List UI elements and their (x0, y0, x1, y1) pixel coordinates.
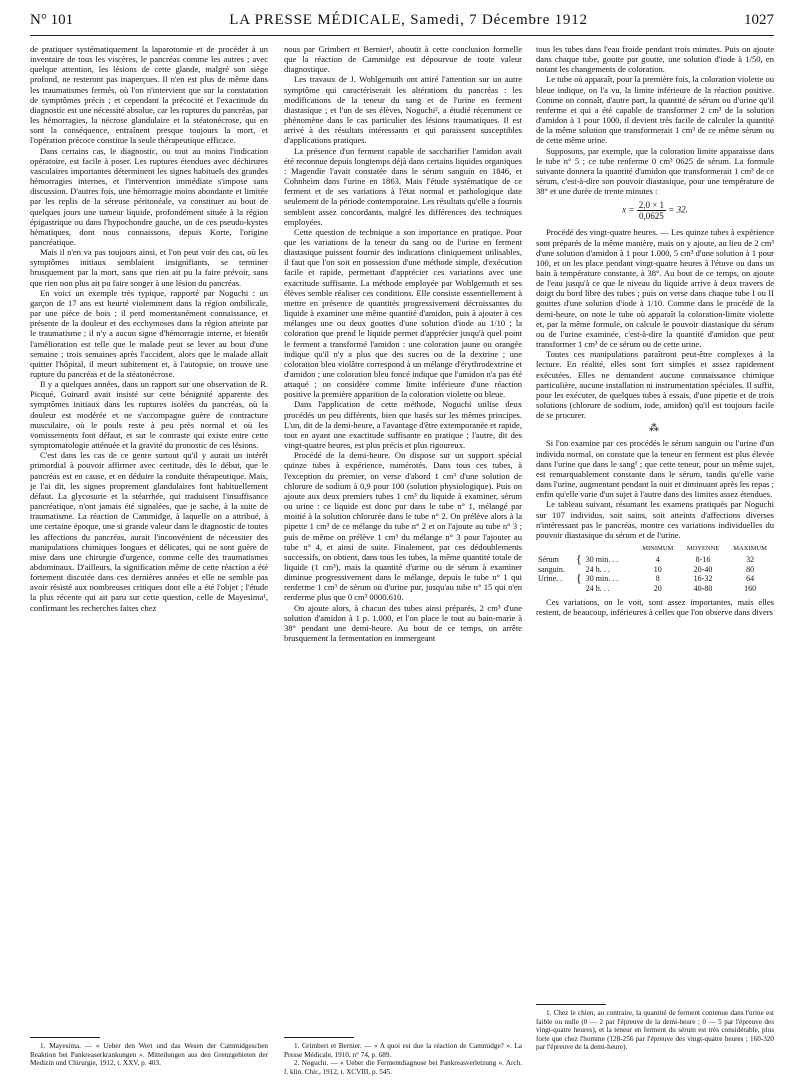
paragraph: La présence d'un ferment capable de saccharifier l'amidon avait été reconnue depuis longtemps déjà dans certains liquides organiques : Magendie l'avait constatée dans le sérum sanguin en 1846, et Cohnheim dans l'urine en 1863. Mais l'étude systématique de ce ferment et de ses variations à l'état normal et pathologique date seulement de la période contemporaine. Les résultats qu'elle a fournis semblent assez concordants, malgré les différences des techniques employées. (284, 145, 522, 227)
table-cell: 4 (655, 555, 660, 565)
table-row (536, 574, 774, 584)
paragraph: Le tube où apparaît, pour la première fois, la coloration violette ou bleue indique, on l'a vu, la limite inférieure de la réaction positive. Comme on connaît, d'autre part, la quantité de sérum ou d'urine qu'il renferme et qui a été capable de transformer 2 cm³ de la solution d'amidon à 1 pour 1000, il devient très facile de calculer la quantité de la même solution que transformerait 1 cm³ de ce même sérum ou de cette même urine. (536, 74, 774, 146)
table-cell: 20 (653, 583, 662, 593)
paragraph: Dans certains cas, le diagnostic, ou tout au moins l'indication opératoire, est facile à poser. Les ruptures étendues avec déchirures vasculaires importantes déterminent les signes habituels des grandes hémorragies internes, et l'intervention immédiate s'impose sans discussion. D'autres fois, une hémorragie moins abondante et limitée par les replis de la séreuse péritonéale, va constituer au bout de quelques jours une tumeur liquide, profondément située à la région épigastrique ou dans l'hypochondre gauche, un de ces pseudo-kystes hématiques, dont nous connaissons, depuis Korte, l'origine pancréatique. (30, 145, 268, 247)
formula-numerator: 2,0 × 1 (638, 200, 665, 211)
footnote: 1. Chez le chien, au contraire, la quantité de ferment contenue dans l'urine est faible ou nulle (0 — 2 par l'épreuve de la demi-heure ; 0 — 5 par l'épreuve des vingt-quatre heures), et la teneur en ferment du sérum est très considérable, plus forte que chez l'homme (128-256 par l'épreuve des vingt-quatre heures ; 160-320 par l'épreuve de la demi-heure). (536, 1009, 774, 1052)
table-brace: { (576, 552, 582, 567)
paragraph: En voici un exemple très typique, rapporté par Noguchi : un garçon de 17 ans est heurté violemment dans la région ombilicale, par une pièce de bois ; il perd momentanément connaissance, et présente de la douleur et des ecchymoses dans la région atteinte par le traumatisme ; il n'y a aucun signe d'hémorragie interne, et bientôt l'amélioration est telle que le malade peut se lever au bout d'une semaine ; trois semaines après l'accident, alors que le malade allait quitter l'hôpital, il meurt subitement et, à l'autopsie, on trouve une rupture du pancréas et de la stéatonécrose. (30, 287, 268, 379)
footnote: 2. Noguchi. — « Ueber die Fermentdiagnose bei Pankreasverletzung ». Arch. f. klin. Chir., 1912, t. XCVIII, p. 545. (284, 1059, 522, 1076)
paragraph: Il y a quelques années, dans un rapport sur une observation de R. Picqué, Guinard avait insisté sur cette bénignité apparente des symptômes initiaux dans les ruptures isolées du pancréas, où la douleur est modérée et ne s'accompagne guère de contracture musculaire, où le pouls reste à peu près normal et où les vomissements font défaut, et sur le contraste qui existe entre cette symptomatologie atténuée et la gravité du pronostic de ces lésions. (30, 379, 268, 451)
table-cell: 30 min. . . (585, 574, 619, 584)
table-cell: 24 h. . . (585, 564, 610, 574)
paragraph: Si l'on examine par ces procédés le sérum sanguin ou l'urine d'un individu normal, on constate que la teneur en ferment est plus élevée dans l'urine que dans le sang¹ ; que cette teneur, pour un même sujet, est remarquablement constante dans le sérum, tandis qu'elle varie dans l'urine, augmentant pendant la nuit et diminuant après les repas ; enfin qu'elle varie d'un sujet à l'autre dans des limites assez étendues. (536, 438, 774, 500)
footnotes (284, 1029, 522, 1076)
footnote: 1. Grimbert et Bernier. — « A quoi est due la réaction de Cammidge? ». La Presse Médicale, 1910, n° 74, p. 689. (284, 1042, 522, 1059)
column-1-body (30, 44, 268, 1019)
table-cell: sanguin. (538, 564, 565, 574)
journal-title: LA PRESSE MÉDICALE, Samedi, 7 Décembre 1912 (229, 12, 588, 28)
table-cell: Sérum (538, 555, 559, 565)
paragraph: nous par Grimbert et Bernier¹, aboutit à cette conclusion formelle que la réaction de Cammidge est dépourvue de toute valeur diagnostique. (284, 44, 522, 75)
table-header: MINIMUM (642, 545, 674, 553)
paragraph: C'est dans les cas de ce genre surtout qu'il y aurait un intérêt primordial à pouvoir affirmer avec certitude, dès le début, que le pancréas est en cause, et en déduire la conduite thérapeutique. Mais, je l'ai dit, les signes proprement glandulaires font habituellement défaut. La glycosurie et la stéarrhée, qui traduisent l'insuffisance pancréatique, n'ont jamais été signalées, que je sache, à la suite de traumatisme. La réaction de Cammidge, à laquelle on a attribué, à une certaine époque, une si grande valeur dans le diagnostic de toutes les affections du pancréas, aurait l'inconvénient de nécessiter des manipulations chimiques longues et délicates, qui ne sont guère de mise dans une chirurgie d'urgence, comme celle des traumatismes abdominaux. D'ailleurs, la signification même de cette réaction a été fortement discutée dans ces dernières années et elle ne semble pas avoir résisté aux nombreuses critiques dont elle a été l'objet ; l'étude la plus récente qui ait paru sur cette question, celle de Mayesima¹, confirmant les recherches faites chez (30, 450, 268, 613)
page-header (30, 12, 774, 36)
table-row (536, 565, 774, 575)
footnote-rule (536, 1004, 606, 1005)
column-1 (30, 44, 268, 1068)
table-row (536, 555, 774, 565)
footnote: 1. Mayesima. — « Ueber den Wert und das Wesen der Cammidgeschen Reaktion bei Pankreaserkrankungen ». Mitteilungen aus den Grenzgebieten der Medizin und Chirurgie, 1912, t. XXV, p. 403. (30, 1042, 268, 1068)
table-cell: 32 (746, 555, 755, 565)
section-separator: ⁂ (649, 423, 661, 435)
table-cell: 10 (653, 564, 662, 574)
formula-rhs: = 32. (668, 204, 688, 215)
paragraph: Toutes ces manipulations paraîtront peut-être complexes à la lecture. En réalité, elles sont fort simples et assez rapidement exécutées. Elles ne demandent aucune connaissance chimique particulière, aucune installation ni instrumentation spéciales. Il suffit, pour les exécuter, de quelques tubes à essais, d'une pipette et de trois solutions (chlorure de sodium, iode, amidon) qu'il est toujours facile de se procurer. (536, 349, 774, 421)
paragraph: tous les tubes dans l'eau froide pendant trois minutes. Puis on ajoute dans chaque tube, goutte par goutte, une solution d'iode à 1/50, en notant les changements de coloration. (536, 44, 774, 75)
table-header (536, 544, 574, 555)
table-cell: 30 min. . . (585, 555, 619, 565)
formula-lhs: x = (622, 204, 635, 215)
column-2-body (284, 44, 522, 1019)
footnote-rule (284, 1037, 354, 1038)
diastase-table (536, 544, 774, 593)
page-number: 1027 (743, 12, 774, 28)
formula (536, 200, 774, 221)
column-3-body (536, 44, 774, 989)
table-header-row (536, 544, 774, 555)
table-cell: Urine. . (538, 574, 563, 584)
paragraph: Le tableau suivant, résumant les examens pratiqués par Noguchi sur 107 individus, soit sains, soit atteints d'affections diverses n'intéressant pas le pancréas, montre ces variations individuelles du pouvoir diastasique du sérum et de l'urine. (536, 499, 774, 540)
table-cell: 8 (655, 574, 660, 584)
table-cell: 160 (744, 583, 757, 593)
table-cell: 16-32 (693, 574, 713, 584)
paragraph: Mais il n'en va pas toujours ainsi, et l'on peut voir des cas, où les symptômes initiaux semblaient insignifiants, se terminer brusquement par la mort, sans que rien ait pu la faire prévoir, sans que rien non plus ait pu faire songer à une lésion du pancréas. (30, 247, 268, 288)
table-cell: 8-16 (695, 555, 711, 565)
table-header: MAXIMUM (733, 545, 767, 553)
table-cell: 20-40 (693, 564, 713, 574)
column-3 (536, 44, 774, 1054)
table-cell (536, 584, 574, 594)
paragraph: Les travaux de J. Wohlgemuth ont attiré l'attention sur un autre symptôme qui caractériserait les altérations du pancréas : les modifications de la teneur du sang et de l'urine en ferment diastasique ; et l'un de ses élèves, Noguchi², a étudié récemment ce phénomène dans le cas particulier des lésions traumatiques. Il est arrivé à des résultats intéressants et qui paraissent susceptibles d'applications pratiques. (284, 74, 522, 146)
footnotes (536, 996, 774, 1052)
paragraph: Supposons, par exemple, que la coloration limite apparaisse dans le tube n° 5 ; ce tube renferme 0 cm³ 0625 de sérum. La formule suivante donnera la quantité d'amidon que transformerait 1 cm³ de ce sérum, c'est-à-dire son pouvoir diastasique, pour une température de 38° et une durée de trente minutes : (536, 145, 774, 197)
table-cell: 24 h. . . (585, 583, 610, 593)
paragraph: Procédé de la demi-heure. On dispose sur un support spécial quinze tubes à expérience, numérotés. Dans tous ces tubes, à l'exception du premier, on verse d'abord 1 cm³ d'une solution de chlorure de sodium à 0,9 pour 100 (solution physiologique). Puis on ajoute aux deux premiers tubes 1 cm³ du liquide à examiner, sérum ou urine : ce liquide est donc pur dans le tube n° 1, mélangé par moitié à la solution chlorurée dans le tube n° 2. On prélève alors à la pipette 1 cm³ de ce mélange du tube n° 2 et on l'ajoute au tube n° 3 ; puis de même on prélève 1 cm³ du mélange n° 3 pour l'ajouter au tube n° 4, et ainsi de suite. Finalement, par ces dédoublements successifs, on obtient, dans tous les tubes, la même quantité totale de liquide (1 cm³), mais la quantité d'urine ou de sérum à examiner diminue progressivement dans le mélange, depuis le tube n° 1 qui renferme 1 cm³ de sérum ou d'urine pur, jusqu'au tube n° 15 qui n'en renferme plus que 0 cm³ 0000.610. (284, 450, 522, 603)
paragraph: Cette question de technique a son importance en pratique. Pour que les variations de la teneur du sang ou de l'urine en ferment diastasique puissent fournir des indications cliniquement utilisables, il faut que l'on soit en possession d'une méthode simple, d'exécution facile et rapide, permettant d'apprécier ces variations avec une exactitude suffisante. La méthode employée par Wohlgemuth et ses élèves semble réaliser ces conditions. Elle consiste essentiellement à mettre en présence de quantités progressivement décroissantes du liquide à examiner une même quantité d'amidon, puis à ajouter à ces mélanges une ou deux gouttes d'une solution d'iode au 1/10 ; la coloration que prend le liquide permet d'apprécier jusqu'à quel point le ferment a transformé l'amidon : une coloration jaune ou orangée indique qu'il n'y a plus que des sucres ou de la dextrine ; une coloration bleu violâtre correspond à un mélange d'érythrodextrine et d'amidon ; une coloration bleu foncé indique que l'amidon n'a pas été attaqué ; on considère comme limite inférieure d'une réaction positive la première apparition de la coloration violette ou bleue. (284, 226, 522, 400)
issue-number: N° 101 (30, 12, 74, 28)
column-2 (284, 44, 522, 1076)
table-cell: 40-80 (693, 583, 713, 593)
formula-denominator: 0,0625 (638, 211, 664, 222)
table-row (536, 584, 774, 594)
formula-fraction (637, 200, 666, 221)
paragraph: Ces variations, on le voit, sont assez importantes, mais elles restent, de beaucoup, inférieures à celles que l'on observe dans divers (536, 597, 774, 618)
table-brace (574, 584, 584, 594)
table-cell: 80 (746, 564, 755, 574)
table-header: MOYENNE (686, 545, 720, 553)
paragraph: Dans l'application de cette méthode, Noguchi utilise deux procédés un peu différents, bien que basés sur les mêmes principes. L'un, dit de la demi-heure, a l'avantage d'être extemporanée et rapide, tout en ayant une exactitude suffisante en pratique ; l'autre, dit des vingt-quatre heures, est plus précis et plus rigoureux. (284, 399, 522, 451)
paragraph: Procédé des vingt-quatre heures. — Les quinze tubes à expérience sont préparés de la même manière, mais on y ajoute, au lieu de 2 cm³ d'une solution d'amidon à 1 pour 1.000, 5 cm³ d'une solution à 1 pour 100, et on les place pendant vingt-quatre heures à l'étuve ou dans un bain à température constante, à 38°. Au bout de ce temps, on ajoute de l'eau jusqu'à ce que le niveau du liquide arrive à deux travers de doigt du bord libre des tubes ; puis on verse dans chaque tube I ou II gouttes d'une solution d'iode à 1/10. Comme dans le procédé de la demi-heure, on note le tube où apparaît la coloration-limite violette et, par la même formule, on calcule le pouvoir diastasique du sérum ou de l'urine examinée, c'est-à-dire la quantité d'amidon que peut transformer 1 cm³ de ce sérum ou de cette urine. (536, 227, 774, 350)
table-brace: { (576, 571, 582, 586)
footnotes (30, 1029, 268, 1068)
table-cell: 64 (746, 574, 755, 584)
table-header (584, 544, 636, 555)
paragraph: de pratiquer systématiquement la laparotomie et de procéder à un inventaire de tous les viscères, le pancréas comme les autres ; avec quelque attention, les lésions de cette glande, malgré son siège profond, ne resteront pas inaperçues. Il n'en est plus de même dans les traumatismes fermés, où l'on n'intervient que sur la constatation de symptômes précis ; et cependant la précocité et l'exactitude du diagnostic est une nécessité absolue, car les ruptures du pancréas, par les hémorragies, la nécrose glandulaire et la stéatonécrose, qui en sont la conséquence, entraînent presque toujours la mort, et l'opération précoce constitue la seule thérapeutique efficace. (30, 44, 268, 146)
paragraph: On ajoute alors, à chacun des tubes ainsi préparés, 2 cm³ d'une solution d'amidon à 1 p. 1.000, et l'on place le tout au bain-marie à 38° pendant une demi-heure. Au bout de ce temps, on arrête brusquement la fermentation en immergeant (284, 602, 522, 644)
footnote-rule (30, 1037, 100, 1038)
